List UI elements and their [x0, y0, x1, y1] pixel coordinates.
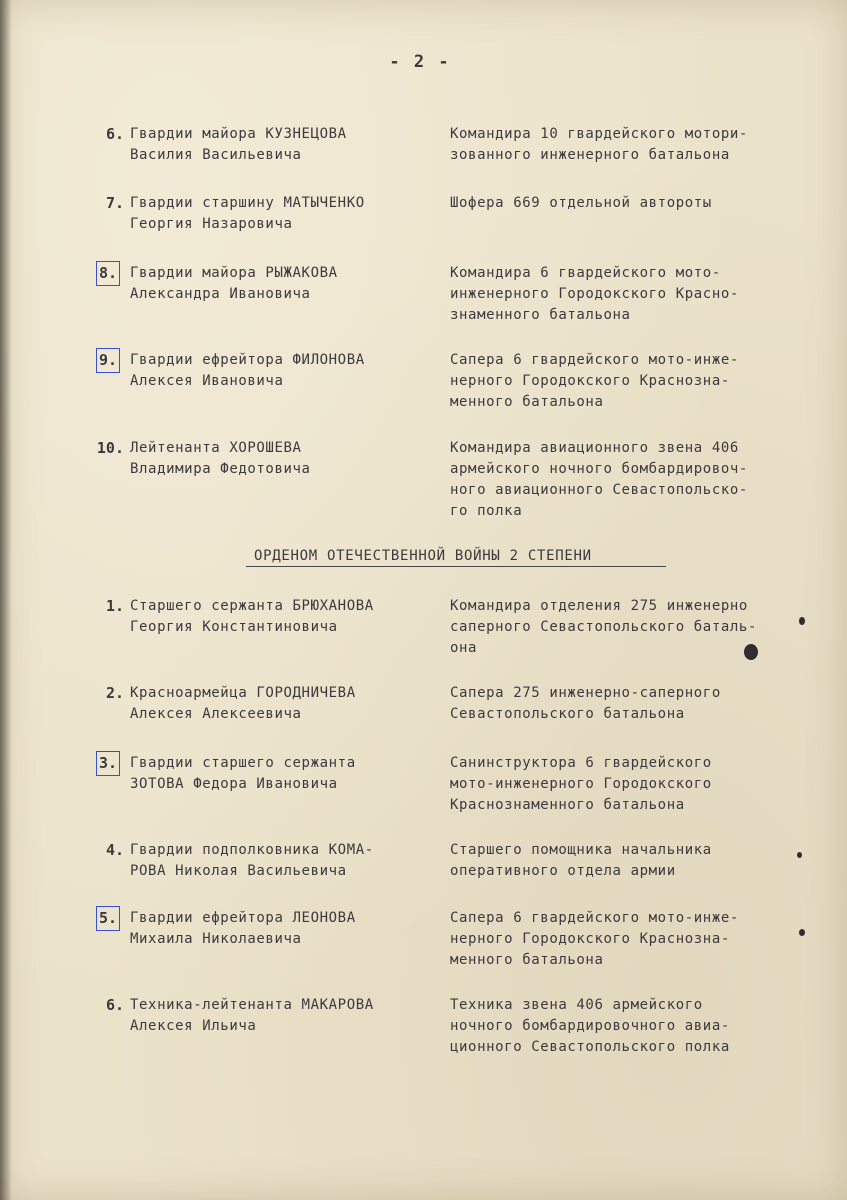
entry-number: 1. — [105, 597, 124, 615]
entry-number-marked: 8. — [98, 264, 118, 282]
entry-role: Шофера 669 отдельной автороты — [450, 195, 712, 211]
entry-role: Командира отделения 275 инженерно саперного Севастопольского баталь- она — [450, 598, 757, 656]
entry-role: Сапера 6 гвардейского мото-инже- нерного Городокского Краснозна- менного батальона — [450, 910, 739, 968]
entry-name: Красноармейца ГОРОДНИЧЕВА Алексея Алексеевича — [130, 685, 356, 722]
entry-name: Гвардии майора РЫЖАКОВА Александра Ивановича — [130, 265, 338, 302]
entry-role: Санинструктора 6 гвардейского мото-инженерного Городокского Краснознаменного батальона — [450, 755, 712, 813]
entry-role: Командира авиационного звена 406 армейского ночного бомбардировоч- ного авиационного Севастопольско- го полка — [450, 440, 748, 519]
entry-name: Техника-лейтенанта МАКАРОВА Алексея Ильича — [130, 997, 374, 1034]
ink-blot — [797, 852, 802, 858]
page-number: - 2 - — [389, 52, 451, 72]
entry-role: Старшего помощника начальника оперативного отдела армии — [450, 842, 712, 879]
ink-blot — [799, 617, 805, 625]
entry-number: 10. — [96, 439, 124, 457]
entry-name: Гвардии ефрейтора ФИЛОНОВА Алексея Ивановича — [130, 352, 365, 389]
entry-role: Сапера 6 гвардейского мото-инже- нерного Городокского Краснозна- менного батальона — [450, 352, 739, 410]
entry-name: Гвардии старшину МАТЫЧЕНКО Георгия Назаровича — [130, 195, 365, 232]
entry-name: Гвардии подполковника КОМА- РОВА Николая Васильевича — [130, 842, 374, 879]
entry-name: Гвардии ефрейтора ЛЕОНОВА Михаила Николаевича — [130, 910, 356, 947]
entry-role: Техника звена 406 армейского ночного бомбардировочного авиа- ционного Севастопольского полка — [450, 997, 730, 1055]
page-edge-shadow — [0, 0, 12, 1200]
entry-role: Сапера 275 инженерно-саперного Севастопольского батальона — [450, 685, 721, 722]
entry-name: Старшего сержанта БРЮХАНОВА Георгия Константиновича — [130, 598, 374, 635]
entry-name: Гвардии старшего сержанта ЗОТОВА Федора Ивановича — [130, 755, 356, 792]
ink-blot — [744, 644, 758, 660]
entry-number-marked: 3. — [98, 754, 118, 772]
entry-number: 2. — [105, 684, 124, 702]
entry-role: Командира 6 гвардейского мото- инженерного Городокского Красно- знаменного батальона — [450, 265, 739, 323]
entry-name: Лейтенанта ХОРОШЕВА Владимира Федотовича — [130, 440, 311, 477]
entry-number-marked: 5. — [98, 909, 118, 927]
ink-blot — [799, 929, 805, 936]
entry-number: 4. — [105, 841, 124, 859]
entry-number: 6. — [105, 125, 124, 143]
entry-number-marked: 9. — [98, 351, 118, 369]
section-title: ОРДЕНОМ ОТЕЧЕСТВЕННОЙ ВОЙНЫ 2 СТЕПЕНИ — [246, 546, 666, 567]
entry-number: 7. — [105, 194, 124, 212]
entry-number: 6. — [105, 996, 124, 1014]
entry-name: Гвардии майора КУЗНЕЦОВА Василия Васильевича — [130, 126, 347, 163]
entry-role: Командира 10 гвардейского мотори- зованного инженерного батальона — [450, 126, 748, 163]
